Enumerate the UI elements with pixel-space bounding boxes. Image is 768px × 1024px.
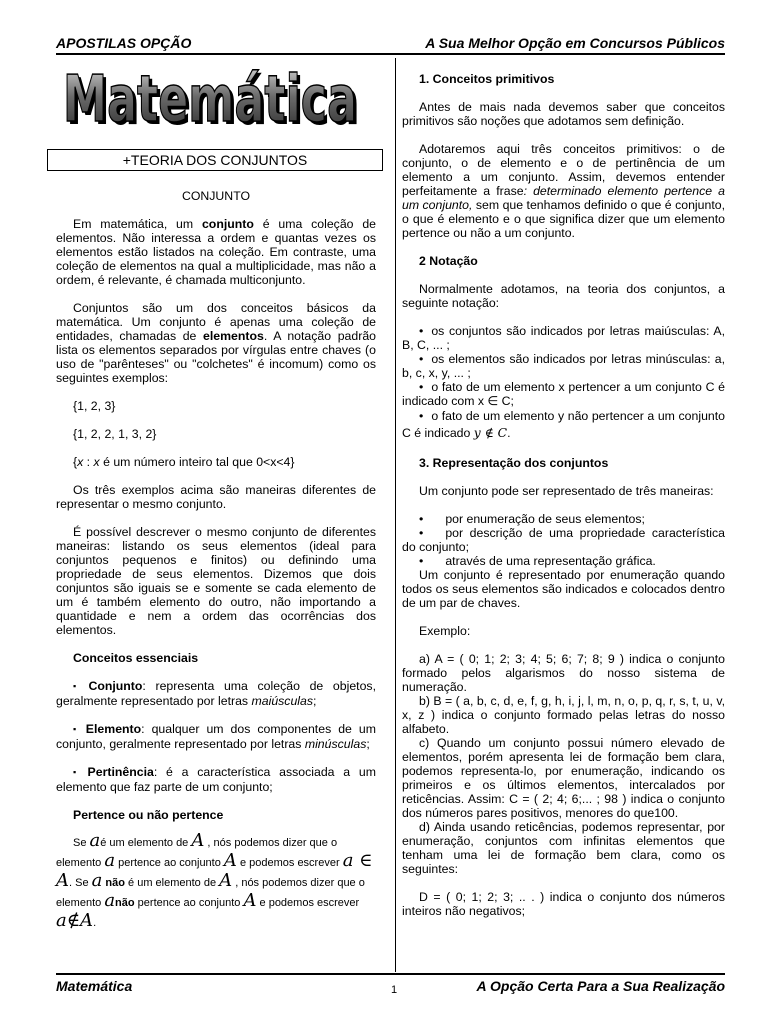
paragraph-three-examples: Os três exemplos acima são maneiras diferentes de representar o mesmo conjunto. (56, 483, 376, 511)
section-3-paragraph-2: Um conjunto é representado por enumeração quando todos os seus elementos são indicados e colocados dentro de um par de chaves. (402, 568, 725, 610)
left-column (56, 189, 376, 932)
logo-text: Matemática (63, 63, 357, 132)
section-1-title: 1. Conceitos primitivos (419, 72, 555, 86)
notation-item: • os conjuntos são indicados por letras maiúsculas: A, B, C, ... ; (402, 324, 725, 352)
example-set-2: {1, 2, 2, 1, 3, 2} (73, 427, 157, 441)
example-c: c) Quando um conjunto possui número elevado de elementos, porém apresenta lei de formação bem clara, podemos representa-lo, por enumeração, indicando os primeiros e os últimos elementos, intercalados por reticências. Assim: C = ( 2; 4; 6;... ; 98 ) indica o conjunto dos números pares positivos, menores do que100. (402, 736, 725, 820)
bullet-pertinencia: ▪ Pertinência: é a característica associada a um elemento que faz parte de um conjunto; (56, 765, 376, 794)
example-a: a) A = ( 0; 1; 2; 3; 4; 5; 6; 7; 8; 9 ) indica o conjunto formado pelos algarismos do nosso sistema de numeração. (402, 652, 725, 694)
notation-item: • o fato de um elemento x pertencer a um conjunto C é indicado com x ∈ C; (402, 380, 725, 408)
notation-item: • o fato de um elemento y não pertencer a um conjunto C é indicado y ∉ C. (402, 409, 725, 440)
conjunto-heading: CONJUNTO (181, 189, 251, 203)
example-d: d) Ainda usando reticências, podemos representar, por enumeração, conjuntos com infinitas elementos que tenham uma lei de formação bem clara, como os seguintes: (402, 820, 725, 876)
right-column (402, 72, 725, 918)
example-set-1: {1, 2, 3} (73, 399, 116, 413)
column-divider (395, 58, 396, 972)
section-3-title: 3. Representação dos conjuntos (419, 456, 609, 470)
paragraph-definition: Em matemática, um conjunto é uma coleção de elementos. Não interessa a ordem e quantas vezes os elementos estão listados na coleção. Em contraste, uma coleção de elementos na qual a multiplicidade, mas não a ordem, é relevante, é chamada multiconjunto. (56, 217, 376, 287)
page-footer (56, 978, 725, 998)
pertence-paragraph: Se aé um elemento de A , nós podemos dizer que o elemento a pertence ao conjunto A e podemos escrever a ∈ A. Se a não é um elemento de A , nós podemos dizer que o elemento anão pertence ao conjunto A e podemos escrever a∉A. (56, 830, 373, 931)
representation-item: • por enumeração de seus elementos; (419, 512, 645, 526)
section-1-paragraph-2: Adotaremos aqui três conceitos primitivos: o de conjunto, o de elemento e o de pertinência de um elemento a um conjunto. Assim, devemos entender perfeitamente a frase: determinado elemento pertence a um conjunto, sem que tenhamos definido o que é conjunto, o que é elemento e o que significa dizer que um elemento pertence ou não a um conjunto. (402, 142, 725, 240)
footer-left-title: Matemática (56, 978, 133, 994)
pertence-title: Pertence ou não pertence (73, 808, 224, 822)
section-3-paragraph-1: Um conjunto pode ser representado de três maneiras: (419, 484, 714, 498)
section-2-paragraph: Normalmente adotamos, na teoria dos conjuntos, a seguinte notação: (402, 282, 725, 310)
logo-text-shadow: Matemática (66, 66, 360, 132)
header-left-title: APOSTILAS OPÇÃO (56, 35, 192, 51)
page-header (56, 33, 725, 53)
page-number: 1 (391, 984, 398, 996)
representation-item: • através de uma representação gráfica. (419, 554, 656, 568)
header-right-slogan: A Sua Melhor Opção em Concursos Públicos (425, 35, 725, 51)
footer-rule (56, 973, 725, 975)
footer-right-slogan: A Opção Certa Para a Sua Realização (476, 978, 725, 994)
section-1-paragraph-1: Antes de mais nada devemos saber que conceitos primitivos são noções que adotamos sem definição. (402, 100, 725, 128)
section-title: +TEORIA DOS CONJUNTOS (47, 149, 383, 171)
section-2-title: 2 Notação (419, 254, 478, 268)
matematica-logo (62, 58, 362, 132)
bullet-conjunto: ▪ Conjunto: representa uma coleção de objetos, geralmente representado por letras maiúsculas; (56, 679, 376, 708)
example-title: Exemplo: (419, 624, 471, 638)
representation-item: • por descrição de uma propriedade característica do conjunto; (402, 526, 725, 554)
notation-item: • os elementos são indicados por letras minúsculas: a, b, c, x, y, ... ; (402, 352, 725, 380)
example-e: D = ( 0; 1; 2; 3; .. . ) indica o conjunto dos números inteiros não negativos; (402, 890, 725, 918)
paragraph-equal-sets: É possível descrever o mesmo conjunto de diferentes maneiras: listando os seus elementos (ideal para conjuntos pequenos e finitos) ou definindo uma propriedade de seus elementos. Dizemos que dois conjuntos são iguais se e somente se cada elemento de um é também elemento do outro, não importando a quantidade e nem a ordem das ocorrências dos elementos. (56, 525, 376, 637)
header-rule (56, 53, 725, 55)
essentials-title: Conceitos essenciais (73, 651, 199, 665)
example-b: b) B = ( a, b, c, d, e, f, g, h, i, j, l, m, n, o, p, q, r, s, t, u, v, x, z ) indica o conjunto formado pelas letras do nosso alfabeto. (402, 694, 725, 736)
example-set-3: {x : x é um número inteiro tal que 0<x<4} (73, 455, 295, 469)
bullet-elemento: ▪ Elemento: qualquer um dos componentes de um conjunto, geralmente representado por letras minúsculas; (56, 722, 376, 751)
paragraph-basic-concepts: Conjuntos são um dos conceitos básicos da matemática. Um conjunto é apenas uma coleção de entidades, chamadas de elementos. A notação padrão lista os elementos separados por vírgulas entre chaves (o uso de "parênteses" ou "colchetes" é incomum) como os seguintes exemplos: (56, 301, 376, 385)
